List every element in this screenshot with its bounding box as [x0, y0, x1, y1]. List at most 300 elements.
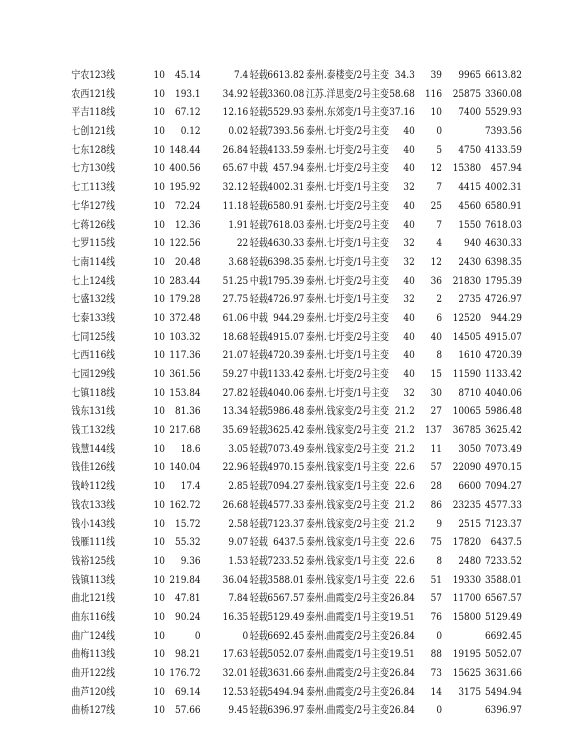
voltage-cell: 10 — [153, 592, 165, 605]
user-capacity-cell: 22090 — [452, 461, 482, 474]
voltage-cell: 10 — [153, 648, 165, 661]
substation-cell: 泰州.七圩变/2号主变 — [306, 162, 389, 175]
transformer-capacity-cell: 32 — [403, 255, 415, 268]
load-status-cell: 轻载 — [249, 610, 268, 623]
substation-cell: 江苏.洋思变/2号主变 — [306, 87, 389, 100]
transformer-capacity-cell: 40 — [403, 143, 415, 156]
table-row — [0, 253, 522, 272]
available-capacity-cell: 4915.07 — [484, 330, 522, 343]
user-count-cell: 39 — [430, 69, 442, 81]
available-capacity-cell: 7073.49 — [484, 442, 522, 455]
table-row — [0, 272, 522, 291]
voltage-cell: 10 — [153, 293, 165, 306]
load-rate-cell: 0.02 — [228, 125, 249, 138]
current-cell: 176.72 — [169, 667, 201, 679]
line-name-cell: 七园129线 — [71, 368, 116, 380]
available-capacity-cell: 5986.48 — [484, 405, 522, 418]
line-name-cell: 钱慧144线 — [71, 442, 116, 455]
user-count-cell: 25 — [430, 199, 442, 212]
user-count-cell: 2 — [436, 293, 442, 306]
table-row — [0, 384, 522, 403]
user-capacity-cell: 4415 — [458, 181, 482, 194]
load-status-cell: 轻载 — [249, 573, 268, 586]
user-capacity-cell: 2735 — [458, 293, 482, 306]
line-name-cell: 七同125线 — [71, 330, 116, 343]
user-count-cell: 0 — [436, 629, 442, 642]
load-rate-cell: 22.96 — [222, 461, 249, 474]
capacity-cell: 7123.37 — [267, 517, 305, 530]
substation-cell: 泰州.钱家变/1号主变 — [306, 536, 389, 549]
voltage-cell: 10 — [153, 87, 165, 100]
user-count-cell: 73 — [430, 667, 442, 679]
line-name-cell: 曲广124线 — [71, 629, 116, 642]
table-row — [0, 197, 522, 216]
current-cell: 72.24 — [175, 199, 201, 212]
user-count-cell: 30 — [430, 386, 442, 399]
user-capacity-cell: 25875 — [452, 87, 482, 100]
user-capacity-cell: 17820 — [452, 536, 482, 549]
load-status-cell: 轻载 — [249, 87, 268, 100]
load-status-cell: 轻载 — [249, 592, 268, 605]
load-status-cell: 轻载 — [249, 405, 268, 418]
user-capacity-cell: 3050 — [458, 442, 482, 455]
load-rate-cell: 36.04 — [222, 573, 249, 586]
load-rate-cell: 2.85 — [228, 480, 249, 493]
user-count-cell: 6 — [436, 311, 442, 324]
user-capacity-cell: 15800 — [452, 610, 482, 623]
load-status-cell: 轻载 — [249, 330, 268, 343]
substation-cell: 泰州.钱家变/2号主变 — [306, 424, 389, 437]
transformer-capacity-cell: 40 — [403, 199, 415, 212]
load-rate-cell: 51.25 — [222, 274, 249, 287]
user-count-cell: 9 — [436, 517, 442, 530]
capacity-cell: 6398.35 — [267, 255, 305, 268]
table-row — [0, 589, 522, 608]
substation-cell: 泰州.七圩变/1号主变 — [306, 293, 389, 306]
table-row — [0, 103, 522, 122]
user-capacity-cell: 11590 — [452, 368, 482, 380]
available-capacity-cell: 5129.49 — [484, 610, 522, 623]
transformer-capacity-cell: 32 — [403, 181, 415, 194]
voltage-cell: 10 — [153, 667, 165, 679]
line-name-cell: 钱佳126线 — [71, 461, 116, 474]
substation-cell: 泰州.泰楼变/2号主变 — [306, 69, 389, 81]
load-rate-cell: 3.68 — [228, 255, 249, 268]
capacity-cell: 7073.49 — [267, 442, 305, 455]
load-status-cell: 中载 — [249, 368, 268, 380]
load-rate-cell: 1.53 — [228, 554, 249, 567]
user-capacity-cell: 7400 — [458, 106, 482, 119]
load-rate-cell: 9.45 — [228, 704, 249, 717]
available-capacity-cell: 5494.94 — [484, 685, 522, 698]
substation-cell: 泰州.七圩变/2号主变 — [306, 143, 389, 156]
voltage-cell: 10 — [153, 461, 165, 474]
load-rate-cell: 0 — [242, 629, 249, 642]
voltage-cell: 10 — [153, 405, 165, 418]
current-cell: 372.48 — [169, 311, 201, 324]
transformer-capacity-cell: 40 — [403, 311, 415, 324]
substation-cell: 泰州.曲霞变/2号主变 — [306, 667, 389, 679]
load-rate-cell: 7.84 — [228, 592, 249, 605]
line-name-cell: 曲芦120线 — [71, 685, 116, 698]
load-status-cell: 轻载 — [249, 125, 268, 138]
user-count-cell: 27 — [430, 405, 442, 418]
table-row — [0, 122, 522, 141]
voltage-cell: 10 — [153, 199, 165, 212]
capacity-cell: 7094.27 — [267, 480, 305, 493]
table-row — [0, 290, 522, 309]
line-name-cell: 宁农123线 — [71, 69, 116, 81]
load-status-cell: 轻载 — [249, 554, 268, 567]
line-name-cell: 七盛132线 — [71, 293, 116, 306]
table-row — [0, 440, 522, 459]
load-rate-cell: 27.75 — [222, 293, 249, 306]
line-name-cell: 钱工132线 — [71, 424, 116, 437]
capacity-cell: 4720.39 — [267, 349, 305, 362]
current-cell: 179.28 — [169, 293, 201, 306]
table-row — [0, 421, 522, 440]
transformer-capacity-cell: 40 — [403, 162, 415, 175]
load-status-cell: 轻载 — [249, 442, 268, 455]
substation-cell: 泰州.七圩变/1号主变 — [306, 386, 389, 399]
user-capacity-cell: 11700 — [452, 592, 482, 605]
line-name-cell: 钱小143线 — [71, 517, 116, 530]
available-capacity-cell: 7094.27 — [484, 480, 522, 493]
available-capacity-cell: 6692.45 — [484, 629, 522, 642]
transformer-capacity-cell: 26.84 — [389, 667, 415, 679]
table-row — [0, 178, 522, 197]
table-row — [0, 627, 522, 646]
load-status-cell: 中载 — [249, 311, 268, 324]
current-cell: 122.56 — [169, 237, 201, 250]
user-count-cell: 8 — [436, 554, 442, 567]
voltage-cell: 10 — [153, 125, 165, 138]
capacity-cell: 7618.03 — [267, 218, 305, 231]
user-count-cell: 7 — [436, 218, 442, 231]
capacity-cell: 6567.57 — [267, 592, 305, 605]
current-cell: 193.1 — [175, 87, 201, 100]
line-name-cell: 七华127线 — [71, 199, 116, 212]
user-count-cell: 12 — [430, 162, 442, 175]
capacity-cell: 1795.39 — [267, 274, 305, 287]
current-cell: 117.36 — [169, 349, 201, 362]
user-capacity-cell: 19330 — [452, 573, 482, 586]
user-count-cell: 40 — [430, 330, 442, 343]
current-cell: 103.32 — [169, 330, 201, 343]
substation-cell: 泰州.钱家变/1号主变 — [306, 461, 389, 474]
voltage-cell: 10 — [153, 536, 165, 549]
voltage-cell: 10 — [153, 69, 165, 81]
table-row — [0, 683, 522, 702]
user-count-cell: 5 — [436, 143, 442, 156]
transformer-capacity-cell: 22.6 — [394, 461, 415, 474]
transformer-capacity-cell: 21.2 — [394, 498, 415, 511]
line-name-cell: 七上124线 — [71, 274, 116, 287]
table-row — [0, 365, 522, 384]
table-row — [0, 533, 522, 552]
load-rate-cell: 3.05 — [228, 442, 249, 455]
capacity-cell: 5529.93 — [267, 106, 305, 119]
user-capacity-cell: 2430 — [458, 255, 482, 268]
line-name-cell: 七工113线 — [71, 181, 116, 194]
table-row — [0, 645, 522, 664]
load-rate-cell: 2.58 — [228, 517, 249, 530]
user-count-cell: 14 — [430, 685, 442, 698]
capacity-cell: 4002.31 — [267, 181, 305, 194]
available-capacity-cell: 6580.91 — [484, 199, 522, 212]
substation-cell: 泰州.曲霞变/1号主变 — [306, 648, 389, 661]
current-cell: 12.36 — [175, 218, 201, 231]
user-count-cell: 76 — [430, 610, 442, 623]
user-count-cell: 88 — [430, 648, 442, 661]
transformer-capacity-cell: 21.2 — [394, 424, 415, 437]
load-status-cell: 轻载 — [249, 106, 268, 119]
load-status-cell: 轻载 — [249, 181, 268, 194]
table-row — [0, 234, 522, 253]
load-rate-cell: 61.06 — [222, 311, 249, 324]
line-name-cell: 七镇118线 — [71, 386, 116, 399]
substation-cell: 泰州.七圩变/2号主变 — [306, 125, 389, 138]
user-count-cell: 116 — [424, 87, 442, 100]
current-cell: 55.32 — [175, 536, 201, 549]
current-cell: 195.92 — [169, 181, 201, 194]
transformer-capacity-cell: 19.51 — [389, 648, 415, 661]
voltage-cell: 10 — [153, 162, 165, 175]
user-capacity-cell: 4750 — [458, 143, 482, 156]
line-name-cell: 钱雁111线 — [71, 536, 116, 549]
line-name-cell: 曲东116线 — [71, 610, 116, 623]
capacity-cell: 3360.08 — [267, 87, 305, 100]
available-capacity-cell: 6437.5 — [490, 536, 522, 549]
load-status-cell: 轻载 — [249, 293, 268, 306]
available-capacity-cell: 4720.39 — [484, 349, 522, 362]
capacity-cell: 4970.15 — [267, 461, 305, 474]
table-row — [0, 608, 522, 627]
voltage-cell: 10 — [153, 629, 165, 642]
load-rate-cell: 9.07 — [228, 536, 249, 549]
table-row — [0, 571, 522, 590]
capacity-cell: 5129.49 — [267, 610, 305, 623]
voltage-cell: 10 — [153, 498, 165, 511]
user-capacity-cell: 15625 — [452, 667, 482, 679]
user-count-cell: 137 — [424, 424, 442, 437]
load-rate-cell: 13.34 — [222, 405, 249, 418]
voltage-cell: 10 — [153, 311, 165, 324]
substation-cell: 泰州.钱家变/1号主变 — [306, 480, 389, 493]
load-status-cell: 轻载 — [249, 237, 268, 250]
load-status-cell: 轻载 — [249, 685, 268, 698]
current-cell: 9.36 — [180, 554, 201, 567]
available-capacity-cell: 7233.52 — [484, 554, 522, 567]
load-rate-cell: 1.91 — [228, 218, 249, 231]
current-cell: 162.72 — [169, 498, 201, 511]
transformer-capacity-cell: 21.2 — [394, 405, 415, 418]
transformer-capacity-cell: 22.6 — [394, 480, 415, 493]
substation-cell: 泰州.钱家变/1号主变 — [306, 554, 389, 567]
line-name-cell: 七创121线 — [71, 125, 116, 138]
user-count-cell: 7 — [436, 181, 442, 194]
available-capacity-cell: 457.94 — [490, 162, 522, 175]
capacity-cell: 5986.48 — [267, 405, 305, 418]
table-row — [0, 664, 522, 683]
available-capacity-cell: 7123.37 — [484, 517, 522, 530]
current-cell: 219.84 — [169, 573, 201, 586]
load-rate-cell: 26.84 — [222, 143, 249, 156]
transformer-capacity-cell: 34.3 — [394, 69, 415, 81]
load-status-cell: 轻载 — [249, 704, 268, 717]
user-count-cell: 11 — [430, 442, 442, 455]
current-cell: 20.48 — [175, 255, 201, 268]
user-count-cell: 57 — [430, 592, 442, 605]
substation-cell: 泰州.东郊变/1号主变 — [306, 106, 389, 119]
substation-cell: 泰州.曲霞变/2号主变 — [306, 592, 389, 605]
user-count-cell: 4 — [436, 237, 442, 250]
voltage-cell: 10 — [153, 386, 165, 399]
user-count-cell: 12 — [430, 255, 442, 268]
transformer-capacity-cell: 40 — [403, 125, 415, 138]
capacity-cell: 5494.94 — [267, 685, 305, 698]
voltage-cell: 10 — [153, 424, 165, 437]
capacity-cell: 6613.82 — [267, 69, 305, 81]
load-status-cell: 轻载 — [249, 667, 268, 679]
capacity-cell: 3631.66 — [267, 667, 305, 679]
user-capacity-cell: 1610 — [458, 349, 482, 362]
table-row — [0, 701, 522, 720]
capacity-cell: 4133.59 — [267, 143, 305, 156]
available-capacity-cell: 1133.42 — [484, 368, 522, 380]
transformer-capacity-cell: 40 — [403, 349, 415, 362]
available-capacity-cell: 6398.35 — [484, 255, 522, 268]
load-status-cell: 中载 — [249, 274, 268, 287]
current-cell: 400.56 — [169, 162, 201, 175]
load-rate-cell: 35.69 — [222, 424, 249, 437]
user-capacity-cell: 12520 — [452, 311, 482, 324]
available-capacity-cell: 4970.15 — [484, 461, 522, 474]
load-status-cell: 轻载 — [249, 498, 268, 511]
current-cell: 17.4 — [180, 480, 201, 493]
capacity-cell: 944.29 — [273, 311, 305, 324]
available-capacity-cell: 7393.56 — [484, 125, 522, 138]
load-rate-cell: 22 — [236, 237, 249, 250]
current-cell: 153.84 — [169, 386, 201, 399]
current-cell: 148.44 — [169, 143, 201, 156]
user-count-cell: 28 — [430, 480, 442, 493]
user-count-cell: 51 — [430, 573, 442, 586]
load-rate-cell: 59.27 — [222, 368, 249, 380]
substation-cell: 泰州.曲霞变/2号主变 — [306, 685, 389, 698]
load-rate-cell: 12.53 — [222, 685, 249, 698]
load-status-cell: 轻载 — [249, 629, 268, 642]
transformer-capacity-cell: 40 — [403, 368, 415, 380]
transformer-capacity-cell: 19.51 — [389, 610, 415, 623]
load-status-cell: 轻载 — [249, 69, 268, 81]
load-rate-cell: 32.12 — [222, 181, 249, 194]
voltage-cell: 10 — [153, 330, 165, 343]
capacity-cell: 1133.42 — [267, 368, 305, 380]
current-cell: 140.04 — [169, 461, 201, 474]
substation-cell: 泰州.钱家变/2号主变 — [306, 405, 389, 418]
available-capacity-cell: 3360.08 — [484, 87, 522, 100]
user-count-cell: 57 — [430, 461, 442, 474]
voltage-cell: 10 — [153, 480, 165, 493]
load-status-cell: 轻载 — [249, 480, 268, 493]
available-capacity-cell: 7618.03 — [484, 218, 522, 231]
user-count-cell: 8 — [436, 349, 442, 362]
available-capacity-cell: 4726.97 — [484, 293, 522, 306]
voltage-cell: 10 — [153, 349, 165, 362]
substation-cell: 泰州.钱家变/1号主变 — [306, 573, 389, 586]
available-capacity-cell: 6567.57 — [484, 592, 522, 605]
user-capacity-cell: 2515 — [458, 517, 482, 530]
available-capacity-cell: 4040.06 — [484, 386, 522, 399]
current-cell: 81.36 — [175, 405, 201, 418]
user-count-cell: 75 — [430, 536, 442, 549]
user-capacity-cell: 23235 — [452, 498, 482, 511]
current-cell: 0.12 — [180, 125, 201, 138]
table-row — [0, 141, 522, 160]
voltage-cell: 10 — [153, 368, 165, 380]
load-status-cell: 轻载 — [249, 349, 268, 362]
capacity-cell: 4726.97 — [267, 293, 305, 306]
user-count-cell: 0 — [436, 125, 442, 138]
current-cell: 18.6 — [180, 442, 201, 455]
substation-cell: 泰州.七圩变/2号主变 — [306, 311, 389, 324]
current-cell: 45.14 — [175, 69, 201, 81]
table-row — [0, 159, 522, 178]
table-row — [0, 458, 522, 477]
available-capacity-cell: 4630.33 — [484, 237, 522, 250]
transformer-capacity-cell: 21.2 — [394, 442, 415, 455]
transformer-capacity-cell: 22.6 — [394, 554, 415, 567]
user-capacity-cell: 19195 — [452, 648, 482, 661]
transformer-capacity-cell: 58.68 — [389, 87, 415, 100]
load-status-cell: 轻载 — [249, 517, 268, 530]
user-capacity-cell: 15380 — [452, 162, 482, 175]
load-status-cell: 轻载 — [249, 386, 268, 399]
voltage-cell: 10 — [153, 255, 165, 268]
table-row — [0, 496, 522, 515]
substation-cell: 泰州.七圩变/2号主变 — [306, 368, 389, 380]
load-rate-cell: 12.16 — [222, 106, 249, 119]
transformer-capacity-cell: 40 — [403, 274, 415, 287]
available-capacity-cell: 1795.39 — [484, 274, 522, 287]
capacity-cell: 7393.56 — [267, 125, 305, 138]
available-capacity-cell: 4133.59 — [484, 143, 522, 156]
capacity-cell: 7233.52 — [267, 554, 305, 567]
user-capacity-cell: 940 — [464, 237, 482, 250]
table-row — [0, 552, 522, 571]
user-capacity-cell: 10065 — [452, 405, 482, 418]
voltage-cell: 10 — [153, 143, 165, 156]
substation-cell: 泰州.七圩变/1号主变 — [306, 349, 389, 362]
voltage-cell: 10 — [153, 274, 165, 287]
transformer-capacity-cell: 26.84 — [389, 629, 415, 642]
transformer-capacity-cell: 32 — [403, 386, 415, 399]
user-count-cell: 10 — [430, 106, 442, 119]
line-name-cell: 钱农133线 — [71, 498, 116, 511]
load-status-cell: 轻载 — [249, 536, 268, 549]
table-row — [0, 346, 522, 365]
transformer-capacity-cell: 40 — [403, 330, 415, 343]
current-cell: 90.24 — [175, 610, 201, 623]
load-status-cell: 中载 — [249, 162, 268, 175]
voltage-cell: 10 — [153, 442, 165, 455]
line-name-cell: 曲开122线 — [71, 667, 116, 679]
table-row — [0, 309, 522, 328]
line-name-cell: 钱镇113线 — [71, 573, 116, 586]
capacity-cell: 6580.91 — [267, 199, 305, 212]
current-cell: 361.56 — [169, 368, 201, 380]
